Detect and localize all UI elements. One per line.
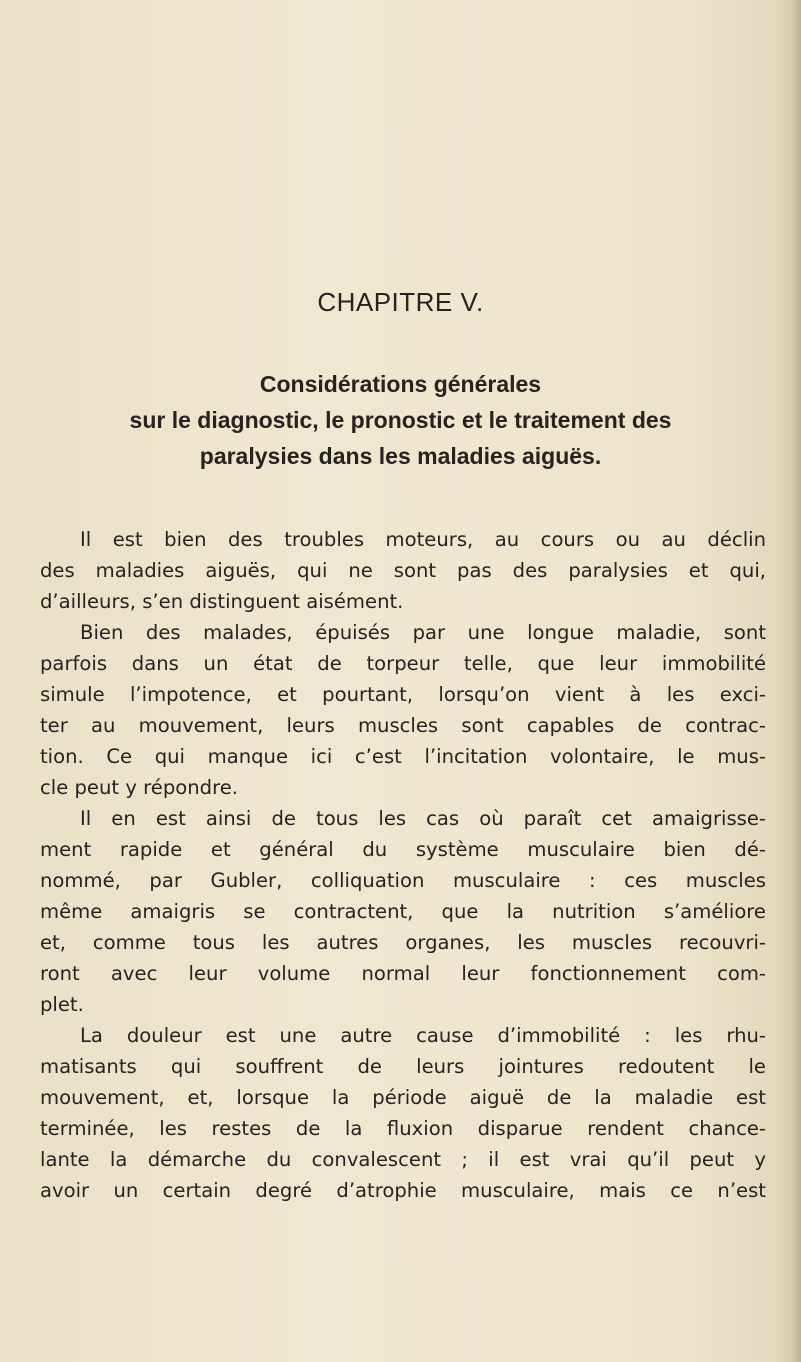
section-heading-line: Considérations générales (259, 371, 542, 397)
text-line: avoir un certain degré d’atrophie musculaire, mais ce n’est (40, 1179, 766, 1202)
text-line: et, comme tous les autres organes, les muscles recouvri- (40, 931, 766, 954)
page-edge-shadow (791, 0, 801, 1362)
text-line: Bien des malades, épuisés par une longue maladie, sont (80, 621, 766, 644)
text-line: même amaigris se contractent, que la nutrition s’améliore (40, 900, 766, 923)
text-line: parfois dans un état de torpeur telle, que leur immobilité (40, 652, 766, 675)
section-heading (0, 366, 801, 474)
chapter-title: CHAPITRE V. (317, 287, 484, 317)
section-heading-line: sur le diagnostic, le pronostic et le traitement des (129, 407, 672, 433)
text-line: ment rapide et général du système musculaire bien dé- (40, 838, 766, 861)
text-line: Il est bien des troubles moteurs, au cours ou au déclin (80, 528, 766, 551)
body-text (40, 524, 766, 1206)
section-heading-line: paralysies dans les maladies aiguës. (199, 443, 602, 469)
text-line: cle peut y répondre. (40, 776, 239, 799)
text-line: matisants qui souffrent de leurs jointures redoutent le (40, 1055, 766, 1078)
text-line: ter au mouvement, leurs muscles sont capables de contrac- (40, 714, 766, 737)
text-line: mouvement, et, lorsque la période aiguë de la maladie est (40, 1086, 766, 1109)
text-line: tion. Ce qui manque ici c’est l’incitation volontaire, le mus- (40, 745, 766, 768)
text-line: plet. (40, 993, 84, 1016)
text-line: La douleur est une autre cause d’immobilité : les rhu- (80, 1024, 766, 1047)
text-line: terminée, les restes de la fluxion disparue rendent chance- (40, 1117, 766, 1140)
text-line: ront avec leur volume normal leur fonctionnement com- (40, 962, 766, 985)
text-line: d’ailleurs, s’en distinguent aisément. (40, 590, 404, 613)
text-line: Il en est ainsi de tous les cas où paraît cet amaigrisse- (80, 807, 766, 830)
text-line: des maladies aiguës, qui ne sont pas des paralysies et qui, (40, 559, 766, 582)
text-line: simule l’impotence, et pourtant, lorsqu’on vient à les exci- (40, 683, 766, 706)
text-line: lante la démarche du convalescent ; il est vrai qu’il peut y (40, 1148, 766, 1171)
text-line: nommé, par Gubler, colliquation musculaire : ces muscles (40, 869, 766, 892)
